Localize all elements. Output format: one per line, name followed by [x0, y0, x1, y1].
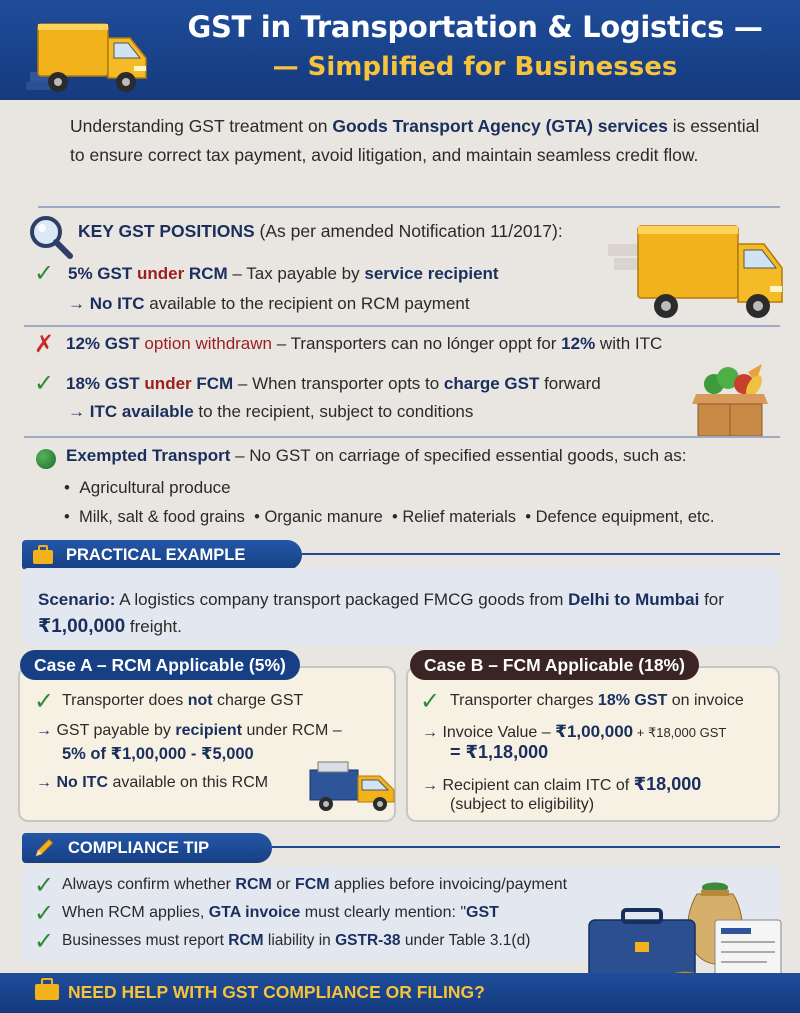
exempt-item-text: Relief materials [402, 508, 517, 526]
search-icon [28, 214, 74, 260]
fcm-position [66, 374, 601, 394]
rcm-sub-text: available to the recipient on RCM payment [144, 294, 470, 313]
exempt-position [66, 446, 686, 466]
divider [272, 846, 780, 848]
withdrawn-rate2: 12% [561, 334, 596, 353]
arrow-icon: → [68, 294, 85, 313]
page-subtitle: — Simplified for Businesses [272, 52, 678, 82]
case-a-line4 [36, 774, 268, 792]
case-b-title: Case B – FCM Applicable (18%) [410, 650, 699, 680]
tip-text: Businesses must report [62, 932, 229, 949]
tip-bold: GST [466, 904, 499, 921]
scenario-end: freight. [125, 617, 182, 636]
page-title: GST in Transportation & Logistics — [187, 10, 763, 44]
check-icon: ✓ [34, 260, 55, 287]
intro-text: Understanding GST treatment on [70, 116, 333, 136]
pencil-icon [32, 836, 56, 860]
check-icon: ✓ [34, 928, 55, 955]
arrow-icon: → [36, 722, 52, 739]
fcm-sub-text: to the recipient, subject to conditions [193, 402, 474, 421]
case-b-bold: ₹1,00,000 [555, 722, 634, 741]
tip-text: applies before invoicing/payment [329, 876, 568, 893]
cross-icon: ✗ [34, 331, 55, 358]
rcm-position [68, 264, 499, 284]
case-a-calc: 5% of ₹1,00,000 - ₹5,000 [62, 745, 254, 763]
intro-highlight: Goods Transport Agency (GTA) services [332, 116, 668, 136]
exempt-item-text: Agricultural produce [79, 478, 231, 497]
check-icon: ✓ [34, 370, 55, 397]
rcm-rate: 5% GST [68, 264, 137, 283]
divider [24, 436, 780, 438]
scenario-text [38, 586, 768, 640]
check-icon: ✓ [34, 688, 55, 715]
check-icon: ✓ [34, 872, 55, 899]
case-b-text: Transporter charges [450, 692, 598, 709]
arrow-icon: → [68, 402, 85, 421]
case-b-line4 [422, 774, 701, 795]
key-positions-heading [78, 221, 563, 242]
intro-paragraph [70, 112, 760, 170]
scenario-desc2: for [699, 590, 724, 609]
exempt-dot-icon [36, 449, 56, 469]
tip-text: under Table 3.1(d) [400, 932, 531, 949]
fcm-charge: charge GST [443, 374, 540, 393]
fcm-label: FCM [196, 374, 234, 393]
truck-icon [306, 760, 402, 816]
scenario-desc: A logistics company transport packaged FMCG goods from [115, 590, 569, 609]
case-b-bold: 18% GST [597, 692, 668, 709]
produce-box-icon [688, 362, 772, 438]
case-b-line2 [422, 722, 726, 742]
rcm-desc: – Tax payable by [227, 264, 365, 283]
case-a-text: charge GST [212, 692, 304, 709]
withdrawn-label: option withdrawn [144, 334, 272, 353]
case-b-line1 [450, 692, 744, 710]
tip-bold: RCM [235, 876, 272, 893]
case-a-line2 [36, 722, 342, 740]
compliance-tip-label: COMPLIANCE TIP [68, 838, 210, 857]
tip-text: When RCM applies, [62, 904, 209, 921]
truck-icon [608, 222, 788, 322]
tip-text: must clearly mention: " [300, 904, 467, 921]
exempt-desc: – No GST on carriage of specified essential goods, such as: [230, 446, 687, 465]
heading-bold: KEY GST POSITIONS [78, 221, 255, 241]
divider [302, 553, 780, 555]
briefcase-icon [32, 545, 54, 565]
withdrawn-desc: – Transporters can no lónger oppt for [272, 334, 562, 353]
case-a-text: available on this RCM [108, 774, 269, 791]
exempt-item-text: Defence equipment, etc. [535, 508, 715, 526]
case-a-text: Transporter does [62, 692, 188, 709]
tip-bold: FCM [294, 876, 330, 893]
case-a-text: under RCM – [242, 722, 342, 739]
check-icon: ✓ [34, 900, 55, 927]
fcm-sub-point [68, 402, 473, 422]
case-a-text: GST payable by [56, 722, 176, 739]
case-b-text: Invoice Value – [442, 724, 556, 741]
tip-text: Always confirm whether [62, 876, 236, 893]
divider [24, 325, 780, 327]
divider [38, 206, 780, 208]
fcm-end: forward [539, 374, 601, 393]
rcm-label: RCM [188, 264, 228, 283]
exempt-item-text: Milk, salt & food grains [78, 508, 245, 526]
case-b-note: (subject to eligibility) [450, 796, 595, 813]
case-a-bold: No ITC [56, 774, 108, 791]
case-b-bold: ₹18,000 [633, 774, 702, 794]
withdrawn-rate: 12% GST [66, 334, 145, 353]
fcm-rate: 18% GST [66, 374, 145, 393]
no-itc: No ITC [89, 294, 145, 313]
tip-2 [62, 904, 499, 922]
arrow-icon: → [422, 777, 438, 794]
exempt-item-text: Organic manure [264, 508, 383, 526]
tip-bold: GSTR-38 [335, 932, 401, 949]
exempt-item: • Agricultural produce [64, 478, 231, 497]
itc-available: ITC available [89, 402, 194, 421]
case-b-text: on invoice [667, 692, 744, 709]
case-a-line1 [62, 692, 303, 710]
case-a-title: Case A – RCM Applicable (5%) [20, 650, 300, 680]
case-a-bold: not [187, 692, 213, 709]
exempt-label: Exempted Transport [66, 446, 231, 465]
compliance-tip-header [22, 833, 272, 863]
heading-rest: (As per amended Notification 11/2017): [254, 221, 563, 241]
case-b-total: = ₹1,18,000 [450, 742, 549, 762]
scenario-label: Scenario: [38, 590, 116, 609]
tip-1 [62, 876, 567, 894]
rcm-under: under [136, 264, 189, 283]
tip-bold: RCM [228, 932, 264, 949]
arrow-icon: → [422, 724, 438, 741]
tip-text: liability in [263, 932, 336, 949]
tip-3 [62, 932, 530, 950]
briefcase-icon [34, 978, 60, 1002]
footer-cta[interactable]: NEED HELP WITH GST COMPLIANCE OR FILING? [68, 982, 485, 1002]
tip-text: or [271, 876, 295, 893]
case-b-text: + ₹18,000 GST [633, 725, 727, 740]
scenario-route: Delhi to Mumbai [568, 590, 700, 609]
tip-bold: GTA invoice [208, 904, 301, 921]
truck-icon [26, 16, 156, 98]
case-b-text: Recipient can claim ITC of [442, 777, 634, 794]
withdrawn-end: with ITC [595, 334, 663, 353]
case-a-bold: recipient [175, 722, 243, 739]
exempt-items-row: • Milk, salt & food grains • Organic manure • Relief materials • Defence equipment, etc. [64, 508, 715, 526]
intro-text-end: is essential to ensure correct tax payment, avoid litigation, and maintain seamless credit flow. [70, 116, 760, 165]
fcm-desc: – When transporter opts to [233, 374, 444, 393]
rcm-sub-point [68, 294, 470, 314]
rcm-recipient: service recipient [364, 264, 499, 283]
check-icon: ✓ [420, 688, 441, 715]
scenario-amount: ₹1,00,000 [38, 616, 126, 637]
withdrawn-position [66, 334, 662, 354]
arrow-icon: → [36, 774, 52, 791]
fcm-under: under [144, 374, 197, 393]
practical-example-header [22, 540, 302, 570]
practical-example-label: PRACTICAL EXAMPLE [66, 545, 246, 564]
